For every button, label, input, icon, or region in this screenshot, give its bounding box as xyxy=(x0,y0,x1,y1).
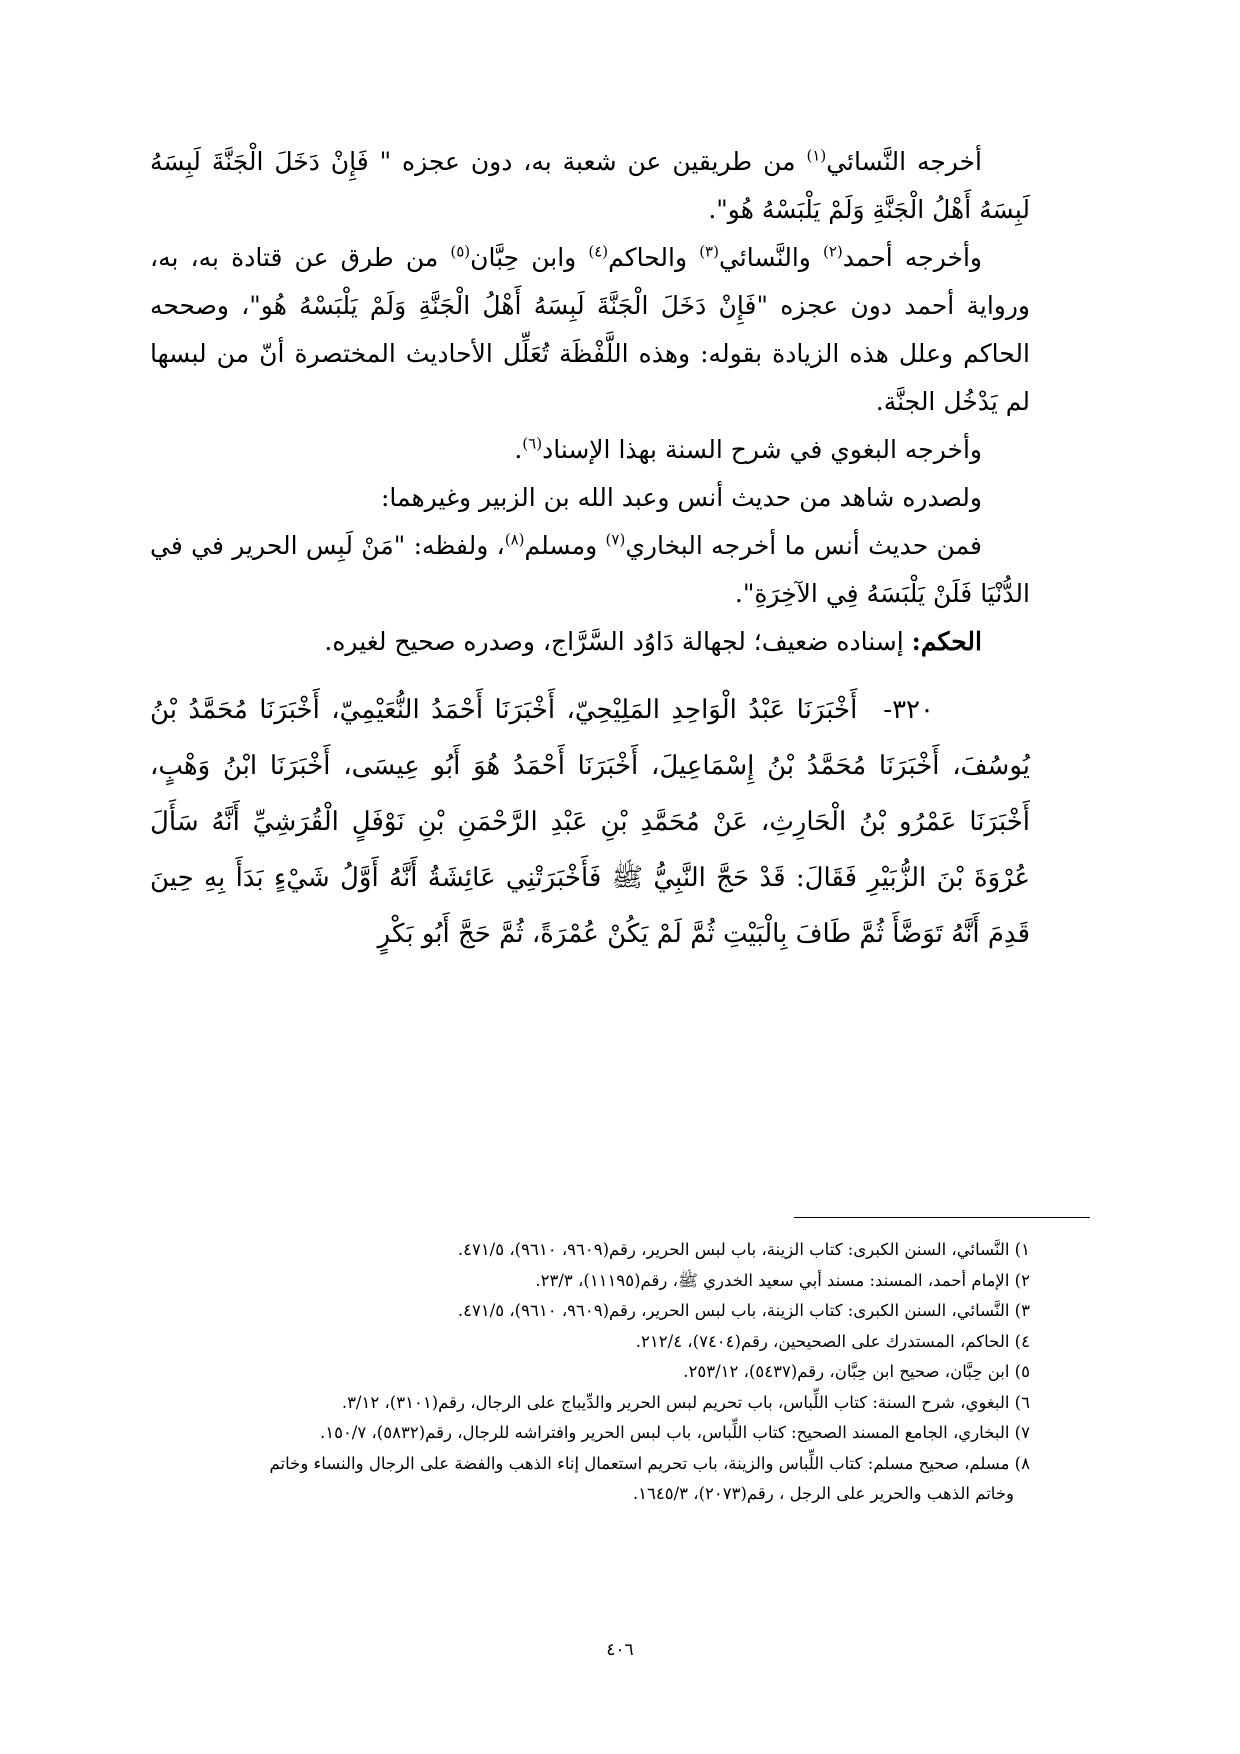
footnote-ref[interactable]: (٦) xyxy=(522,434,543,453)
footnotes xyxy=(150,1235,1030,1510)
footnote-ref[interactable]: (٨) xyxy=(504,530,525,549)
paragraph-text: أخرجه النَّسائي xyxy=(826,147,982,176)
hadith-text: أَخْبَرَنَا عَبْدُ الْوَاحِدِ المَلِيْحِيّ، أَخْبَرَنَا أَحْمَدُ النُّعَيْمِيّ، أَخْبَرَنَا مُحَمَّدُ بْنُ يُوسُفَ، أَخْبَرَنَا مُحَمَّدُ بْنُ إِسْمَاعِيلَ، أَخْبَرَنَا أَحْمَدُ هُوَ أَبُو عِيسَى، أَخْبَرَنَا ابْنُ وَهْبٍ، أَخْبَرَنَا عَمْرُو بْنُ الْحَارِثِ، عَنْ مُحَمَّدِ بْنِ عَبْدِ الرَّحْمَنِ بْنِ نَوْفَلٍ الْقُرَشِيِّ أَنَّهُ سَأَلَ عُرْوَةَ بْنَ الزُّبَيْرِ فَقَالَ: قَدْ حَجَّ النَّبِيُّ ﷺ فَأَخْبَرَتْنِي عَائِشَةُ أَنَّهُ أَوَّلُ شَيْءٍ بَدَأَ بِهِ حِينَ قَدِمَ أَنَّهُ تَوَضَّأَ ثُمَّ طَافَ بِالْبَيْتِ ثُمَّ لَمْ يَكُنْ عُمْرَةً، ثُمَّ حَجَّ أَبُو بَكْرٍ xyxy=(150,695,1030,949)
paragraph-1 xyxy=(150,138,1030,234)
footnote-2: ٢) الإمام أحمد، المسند: مسند أبي سعيد الخدري ﷺ، رقم(١١١٩٥)، ٢٣/٣. xyxy=(535,1270,1030,1290)
main-text xyxy=(150,138,1030,962)
paragraph-text: والحاكم xyxy=(608,243,700,272)
paragraph-text: وابن حِبَّان xyxy=(470,243,589,272)
footnote-7: ٧) البخاري، الجامع المسند الصحيح: كتاب اللِّباس، باب لبس الحرير وافتراشه للرجال، رقم(٥٨٣٢)، ١٥٠/٧. xyxy=(319,1423,1030,1442)
paragraph-text: من طريقين عن شعبة به، دون عجزه " فَإِنْ دَخَلَ الْجَنَّةَ لَبِسَهُ لَبِسَهُ أَهْلُ الْجَنَّةِ وَلَمْ يَلْبَسْهُ هُو". xyxy=(150,147,1030,224)
paragraph-text: ولصدره شاهد من حديث أنس وعبد الله بن الزبير وغيرهما: xyxy=(380,483,982,512)
footnote-3: ٣) النَّسائي، السنن الكبرى: كتاب الزينة، باب لبس الحرير، رقم(٩٦٠٩، ٩٦١٠)، ٤٧١/٥. xyxy=(457,1301,1030,1320)
footnote-8-continued: وخاتم الذهب والحرير على الرجل ، رقم(٢٠٧٣)، ١٦٤٥/٣. xyxy=(632,1484,1014,1503)
footnote-ref[interactable]: (١) xyxy=(806,146,827,165)
paragraph-4 xyxy=(150,474,1030,522)
paragraph-2 xyxy=(150,234,1030,426)
hadith-number: ٣٢٠- xyxy=(883,695,934,725)
paragraph-text: ومسلم xyxy=(524,531,606,560)
footnote-ref[interactable]: (٣) xyxy=(699,242,719,261)
page-number: ٤٠٦ xyxy=(606,1640,634,1660)
footnote-6: ٦) البغوي، شرح السنة: كتاب اللِّباس، باب تحريم لبس الحرير والدِّيباج على الرجال، رقم(٣١٠١)، ٣/١٢. xyxy=(341,1392,1030,1412)
footnote-4: ٤) الحاكم، المستدرك على الصحيحين، رقم(٧٤٠٤)، ٢١٢/٤. xyxy=(635,1331,1030,1351)
paragraph-text: وأخرجه البغوي في شرح السنة بهذا الإسناد xyxy=(542,435,982,464)
footnote-5: ٥) ابن حِبَّان، صحيح ابن حِبَّان، رقم(٥٤٣٧)، ٢٥٣/١٢. xyxy=(683,1362,1030,1381)
paragraph-text: والنَّسائي xyxy=(718,243,823,272)
footnote-1: ١) النَّسائي، السنن الكبرى: كتاب الزينة، باب لبس الحرير، رقم(٩٦٠٩، ٩٦١٠)، ٤٧١/٥. xyxy=(457,1240,1030,1259)
verdict-text: إسناده ضعيف؛ لجهالة دَاوُد السَّرَّاج، وصدره صحيح لغيره. xyxy=(324,627,912,656)
footnote-ref[interactable]: (٢) xyxy=(822,242,843,261)
footnote-ref[interactable]: (٥) xyxy=(450,242,471,261)
footnote-ref[interactable]: (٤) xyxy=(588,242,609,261)
paragraph-text: ، ولفظه: "مَنْ لَبِس الحرير في في الدُّنْيَا فَلَنْ يَلْبَسَهُ فِي الآخِرَةِ". xyxy=(150,531,1030,608)
paragraph-text: من طرق عن قتادة به، به، ورواية أحمد دون عجزه "فَإِنْ دَخَلَ الْجَنَّةَ لَبِسَهُ أَهْلُ الْجَنَّةِ وَلَمْ يَلْبَسْهُ هُو"، وصححه الحاكم وعلل هذه الزيادة بقوله: وهذه اللَّفْظَة تُعَلِّل الأحاديث المختصرة أنّ من لبسها لم يَدْخُل الجنَّة. xyxy=(150,243,1030,416)
paragraph-3 xyxy=(150,426,1030,474)
paragraph-text: . xyxy=(514,435,523,464)
paragraph-text: وأخرجه أحمد xyxy=(842,243,982,272)
hadith-320 xyxy=(150,682,1030,962)
paragraph-text: فمن حديث أنس ما أخرجه البخاري xyxy=(625,531,982,560)
footnote-ref[interactable]: (٧) xyxy=(605,530,626,549)
verdict xyxy=(150,618,1030,666)
paragraph-5 xyxy=(150,522,1030,618)
footnote-8: ٨) مسلم، صحيح مسلم: كتاب اللِّباس والزينة، باب تحريم استعمال إناء الذهب والفضة على الرجال والنساء وخاتم xyxy=(269,1453,1030,1473)
footnote-divider xyxy=(794,1217,1090,1218)
verdict-label: الحكم: xyxy=(911,627,982,656)
